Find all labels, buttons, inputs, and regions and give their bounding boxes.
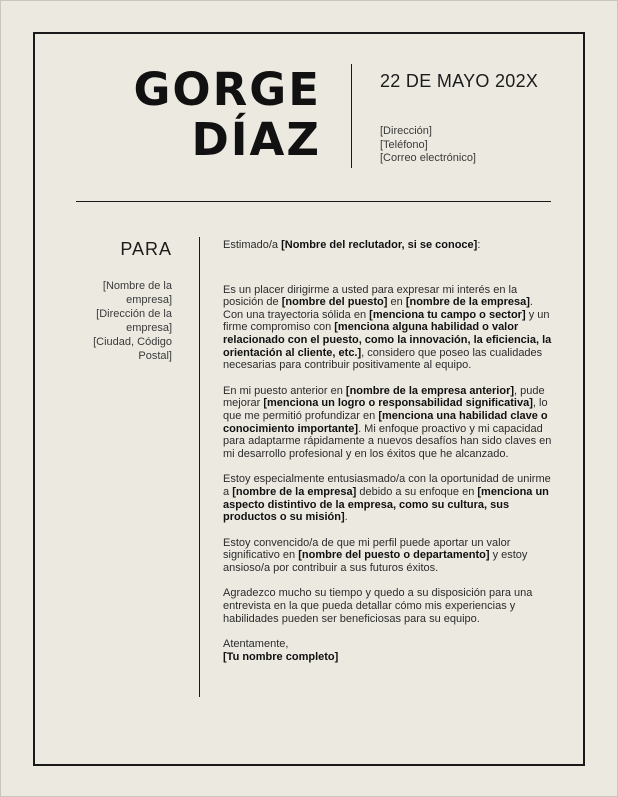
paragraph-3 <box>223 473 553 523</box>
p2-placeholder-1: [nombre de la empresa anterior] <box>345 384 515 397</box>
p2-text-4: . Mi enfoque proactivo y mi capacidad para adaptarme rápidamente a nuevos desafíos han sido claves en mi desarrollo profesional y en los éxitos que he alcanzado. <box>223 422 552 460</box>
p3-placeholder-1: [nombre de la empresa] <box>232 485 357 498</box>
p1-placeholder-4: [menciona alguna habilidad o valor relacionado con el puesto, como la innovación, la eficiencia, la orientación al cliente, etc.] <box>223 321 552 359</box>
applicant-name <box>133 65 321 165</box>
contact-email: [Correo electrónico] <box>380 152 476 164</box>
paragraph-1 <box>223 284 553 372</box>
signature-placeholder: [Tu nombre completo] <box>223 650 339 663</box>
contact-address: [Dirección] <box>380 125 432 137</box>
recipient-company: [Nombre de la empresa] <box>102 280 172 306</box>
recipient-info <box>62 279 172 363</box>
contact-info <box>380 125 476 166</box>
greeting-colon: : <box>477 239 481 251</box>
sign-off: Atentamente, <box>223 638 289 651</box>
p4-text-1: Estoy convencido/a de que mi perfil puede aportar un valor significativo en <box>223 536 511 562</box>
p4-placeholder-1: [nombre del puesto o departamento] <box>298 549 490 562</box>
p1-placeholder-1: [nombre del puesto] <box>281 296 388 309</box>
letter-date: 22 DE MAYO 202X <box>380 71 539 91</box>
body-divider <box>199 237 200 697</box>
paragraph-5 <box>223 587 553 625</box>
p1-text-3: . Con una trayectoria sólida en <box>223 296 533 321</box>
recruiter-placeholder: [Nombre del reclutador, si se conoce] <box>281 239 478 251</box>
p2-text-2: , pude mejorar <box>223 384 545 410</box>
p1-placeholder-3: [menciona tu campo o sector] <box>369 308 526 321</box>
p1-placeholder-2: [nombre de la empresa] <box>405 296 530 309</box>
letter-body <box>223 239 553 663</box>
p2-text-3: , lo que me permitió profundizar en <box>223 397 548 422</box>
p3-text-2: debido a su enfoque en <box>356 485 478 498</box>
horizontal-divider <box>76 201 551 202</box>
contact-phone: [Teléfono] <box>380 138 428 151</box>
p1-text-4: y un firme compromiso con <box>223 308 550 334</box>
p3-text-1: Estoy especialmente entusiasmado/a con la oportunidad de unirme a <box>223 473 551 498</box>
p1-text-1: Es un placer dirigirme a usted para expresar mi interés en la posición de <box>223 283 518 309</box>
p4-text-2: y estoy ansioso/a por contribuir a sus futuros éxitos. <box>223 549 528 574</box>
p5-text-1: Agradezco mucho su tiempo y quedo a su disposición para una entrevista en la que pueda detallar cómo mis experiencias y habilidades pueden ser beneficiosas para su equipo. <box>223 587 533 625</box>
recipient-heading: PARA <box>120 239 172 259</box>
p2-placeholder-2: [menciona un logro o responsabilidad significativa] <box>263 397 533 410</box>
recipient-address: [Dirección de la empresa] <box>96 308 172 334</box>
letter-greeting <box>223 239 553 252</box>
paragraph-2 <box>223 385 553 461</box>
recipient-city: [Ciudad, Código Postal] <box>93 336 172 362</box>
paragraph-4 <box>223 537 553 575</box>
p2-text-1: En mi puesto anterior en <box>223 384 346 397</box>
p3-text-3: . <box>344 511 348 524</box>
p1-text-5: , considero que poseo las cualidades necesarias para contribuir positivamente al equipo. <box>223 346 543 372</box>
name-last: DÍAZ <box>191 113 321 166</box>
name-first: GORGE <box>133 63 321 116</box>
header-divider <box>351 64 352 168</box>
greeting-text: Estimado/a <box>223 239 282 251</box>
letter-closing <box>223 638 553 663</box>
p3-placeholder-2: [menciona un aspecto distintivo de la empresa, como su cultura, sus productos o su misión] <box>223 485 549 524</box>
p1-text-2: en <box>387 296 406 309</box>
p2-placeholder-3: [menciona una habilidad clave o conocimiento importante] <box>223 409 548 435</box>
